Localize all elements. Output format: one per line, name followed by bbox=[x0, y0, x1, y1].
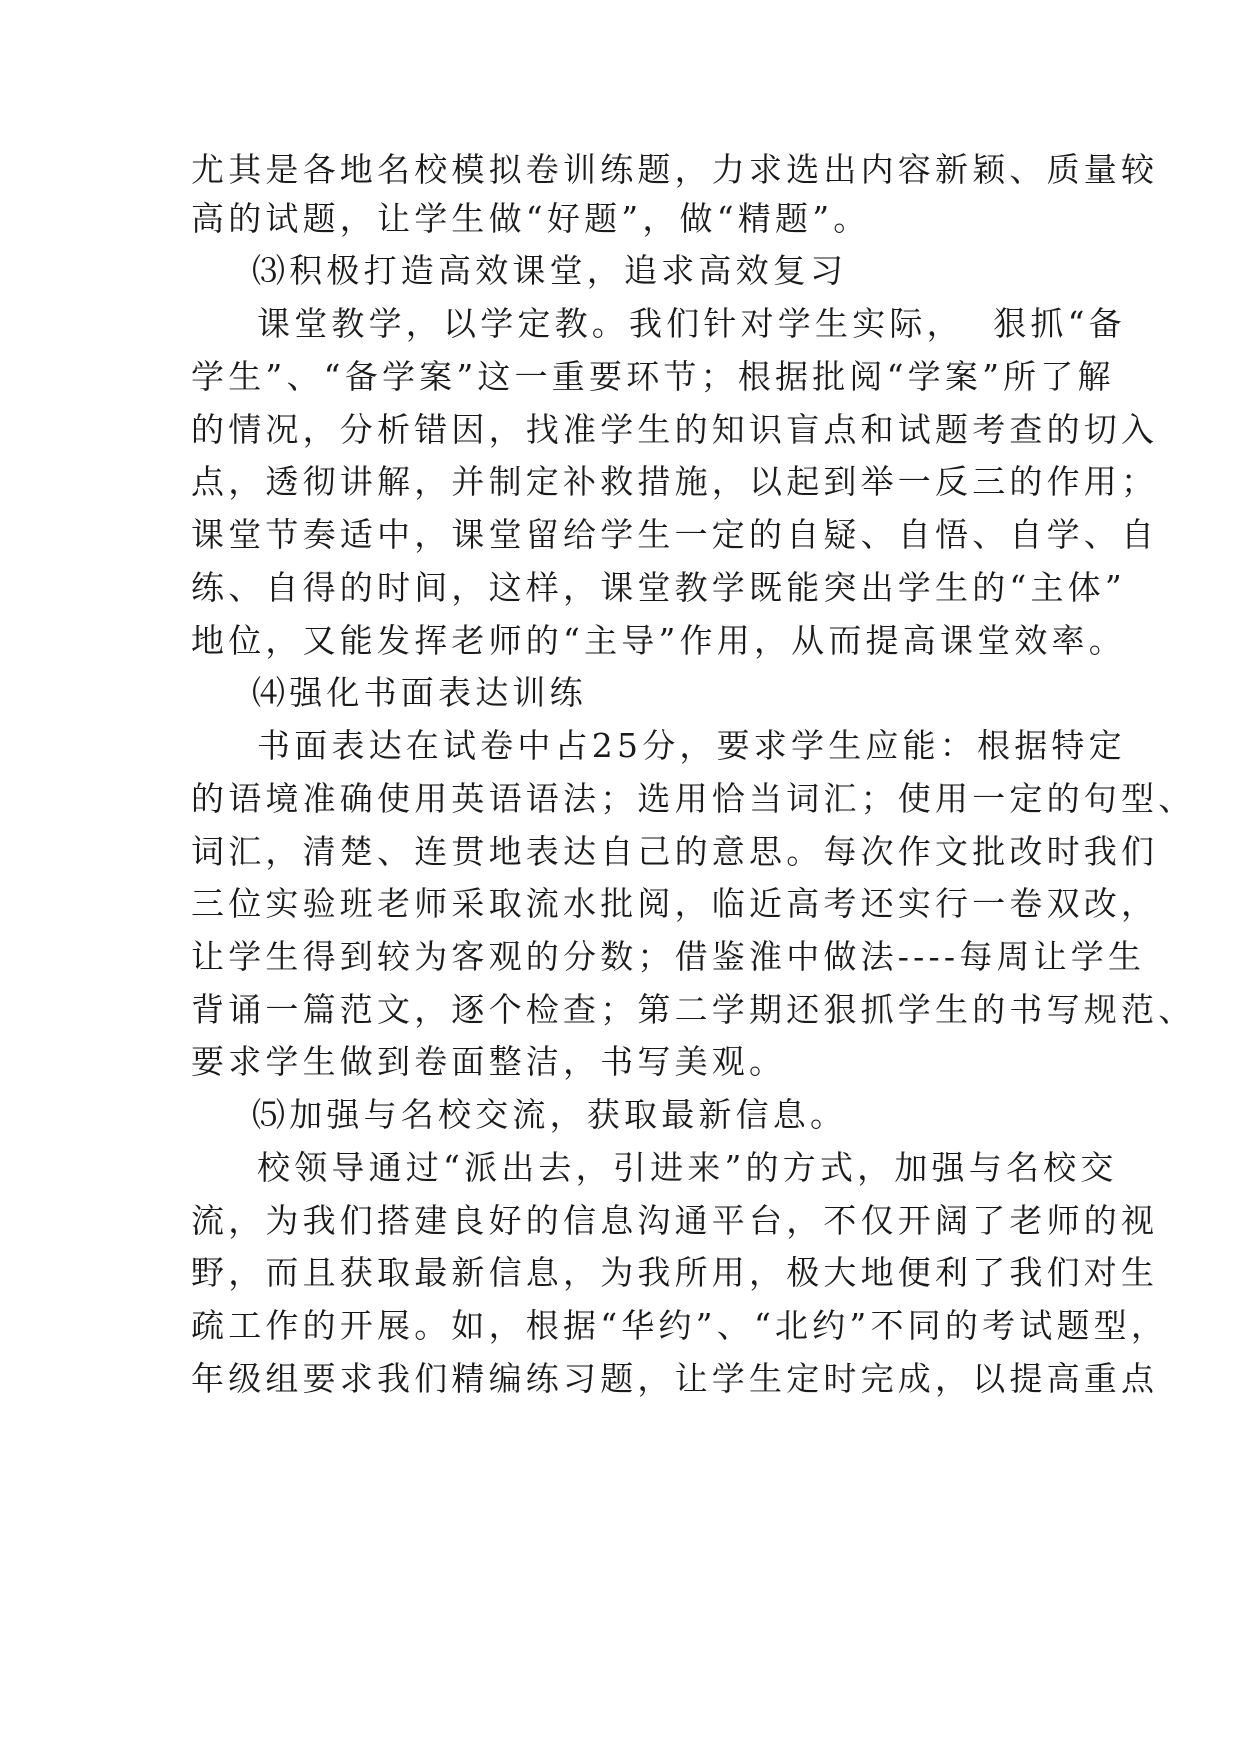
text-line: 年级组要求我们精编练习题，让学生定时完成，以提高重点 bbox=[191, 1359, 1159, 1398]
section-heading: ⑶积极打造高效课堂，追求高效复习 bbox=[252, 251, 848, 290]
text-line: 流，为我们搭建良好的信息沟通平台，不仅开阔了老师的视 bbox=[191, 1201, 1159, 1240]
text-line: 高的试题，让学生做“好题”，做“精题”。 bbox=[191, 199, 871, 238]
text-line: 学生”、“备学案”这一重要环节；根据批阅“学案”所了解 bbox=[191, 357, 1115, 396]
text-line: 让学生得到较为客观的分数；借鉴淮中做法----每周让学生 bbox=[191, 937, 1146, 976]
paragraph-first-line: 校领导通过“派出去，引进来”的方式，加强与名校交 bbox=[257, 1148, 1118, 1187]
text-line: 的情况，分析错因，找准学生的知识盲点和试题考查的切入 bbox=[191, 410, 1159, 449]
text-line: 背诵一篇范文，逐个检查；第二学期还狠抓学生的书写规范、 bbox=[191, 990, 1196, 1029]
text-line: 野，而且获取最新信息，为我所用，极大地便利了我们对生 bbox=[191, 1253, 1159, 1292]
text-line: 的语境准确使用英语语法；选用恰当词汇；使用一定的句型、 bbox=[191, 779, 1196, 818]
text-line: 尤其是各地名校模拟卷训练题，力求选出内容新颖、质量较 bbox=[191, 150, 1159, 189]
paragraph-first-line: 书面表达在试卷中占25分，要求学生应能：根据特定 bbox=[257, 726, 1126, 765]
paragraph-first-line: 课堂教学，以学定教。我们针对学生实际， 狠抓“备 bbox=[257, 304, 1126, 343]
text-line: 练、自得的时间，这样，课堂教学既能突出学生的“主体” bbox=[191, 568, 1126, 607]
section-heading: ⑷强化书面表达训练 bbox=[252, 673, 587, 712]
text-line: 课堂节奏适中，课堂留给学生一定的自疑、自悟、自学、自 bbox=[191, 515, 1159, 554]
text-line: 疏工作的开展。如，根据“华约”、“北约”不同的考试题型， bbox=[191, 1306, 1169, 1345]
text-line: 词汇，清楚、连贯地表达自己的意思。每次作文批改时我们 bbox=[191, 832, 1159, 871]
text-line: 三位实验班老师采取流水批阅，临近高考还实行一卷双改， bbox=[191, 884, 1159, 923]
text-line: 地位，又能发挥老师的“主导”作用，从而提高课堂效率。 bbox=[191, 621, 1126, 660]
section-heading: ⑸加强与名校交流，获取最新信息。 bbox=[252, 1095, 848, 1134]
text-line: 点，透彻讲解，并制定补救措施，以起到举一反三的作用； bbox=[191, 462, 1159, 501]
text-line: 要求学生做到卷面整洁，书写美观。 bbox=[191, 1042, 787, 1081]
